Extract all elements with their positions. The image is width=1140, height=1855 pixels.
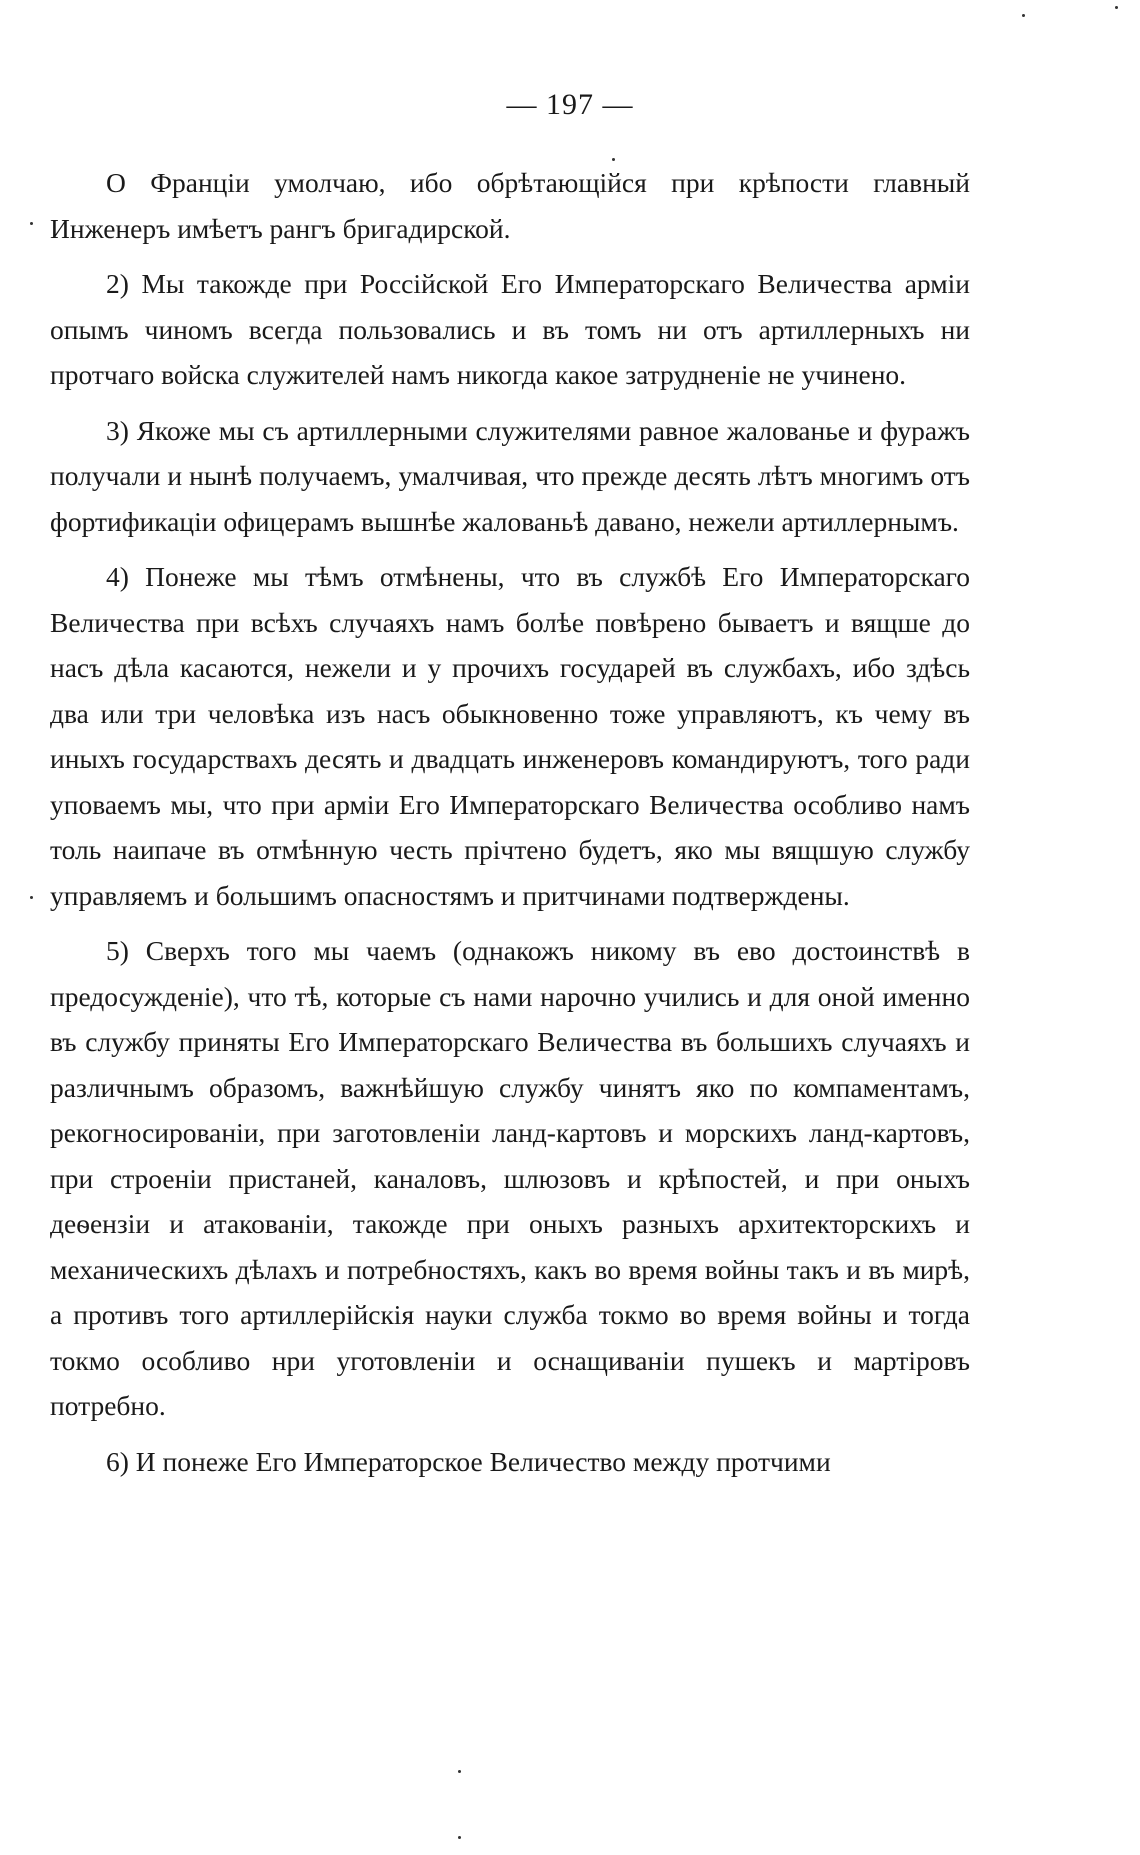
scan-speck [458, 1836, 461, 1839]
body-text [50, 160, 970, 1494]
page-number: — 197 — [506, 88, 634, 121]
paragraph: 5) Сверхъ того мы чаемъ (однакожъ никому въ ево достоинствѣ в предосужденіе), что тѣ, которые съ нами нарочно учились и для оной именно въ службу приняты Его Императорскаго Величества въ большихъ случаяхъ и различнымъ образомъ, важнѣйшую службу чинятъ яко по компаментамъ, рекогносированіи, при заготовленіи ланд-картовъ и морскихъ ланд-картовъ, при строеніи пристаней, каналовъ, шлюзовъ и крѣпостей, и при оныхъ деѳензіи и атакованіи, такожде при оныхъ разныхъ архитекторскихъ и механическихъ дѣлахъ и потребностяхъ, какъ во время войны такъ и въ мирѣ, а противъ того артиллерійскія науки служба токмо во время войны и тогда токмо особливо нри уготовленіи и оснащиваніи пушекъ и мартіровъ потребно. [50, 935, 970, 1421]
paragraph: 3) Якоже мы съ артиллерными служителями равное жалованье и фуражъ получали и нынѣ получаемъ, умалчивая, что прежде десять лѣтъ многимъ отъ фортификаціи офицерамъ вышнѣе жалованьѣ давано, нежели артиллернымъ. [50, 414, 970, 537]
scan-speck [458, 1770, 461, 1773]
scan-speck [1022, 14, 1025, 17]
paragraph: О Франціи умолчаю, ибо обрѣтающійся при крѣпости главный Инженеръ имѣетъ рангъ бригадирской. [50, 167, 970, 244]
paragraph: 6) И понеже Его Императорское Величество между протчими [106, 1445, 831, 1477]
scan-speck [30, 896, 33, 899]
paragraph: 4) Понеже мы тѣмъ отмѣнены, что въ службѣ Его Императорскаго Величества при всѣхъ случаяхъ намъ болѣе повѣрено бываетъ и вящше до насъ дѣла касаются, нежели и у прочихъ государей въ службахъ, ибо здѣсь два или три человѣка изъ насъ обыкновенно тоже управляютъ, къ чему въ иныхъ государствахъ десять и двадцать инженеровъ командируютъ, того ради уповаемъ мы, что при арміи Его Императорскаго Величества особливо намъ толь наипаче въ отмѣнную честь прічтено будетъ, яко мы вящшую службу управляемъ и большимъ опасностямъ и притчинами подтверждены. [50, 561, 970, 911]
paragraph: 2) Мы такожде при Россійской Его Императорскаго Величества арміи опымъ чиномъ всегда пользовались и въ томъ ни отъ артиллерныхъ ни протчаго войска служителей намъ никогда какое затрудненіе не учинено. [50, 268, 970, 390]
scan-speck [1115, 6, 1118, 9]
scan-speck [612, 158, 615, 161]
scan-speck [30, 222, 33, 225]
